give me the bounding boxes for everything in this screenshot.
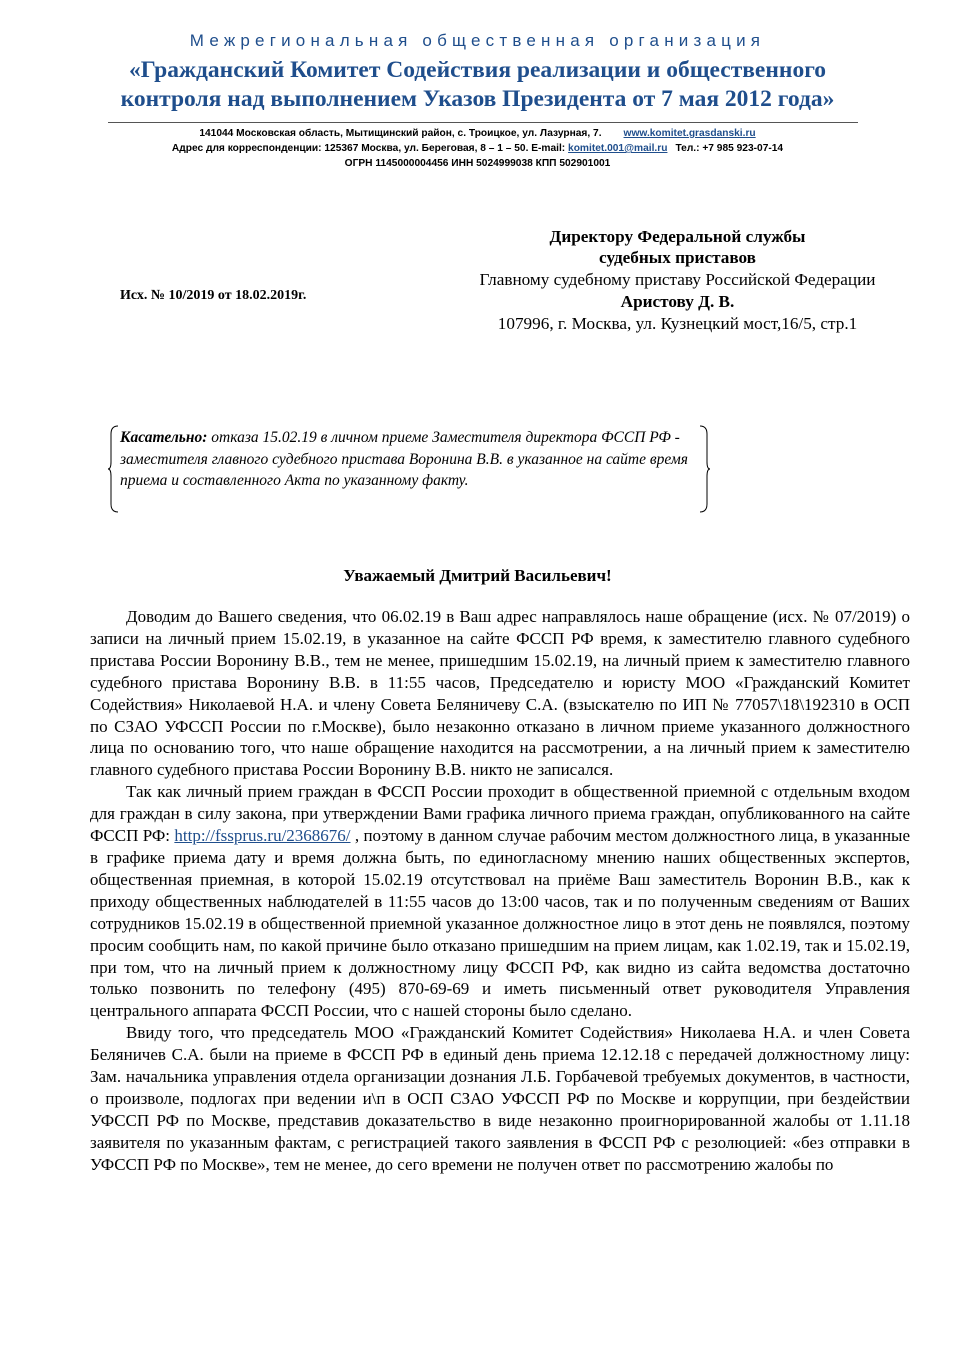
paragraph-2 <box>90 781 910 1022</box>
paragraph-1: Доводим до Вашего сведения, что 06.02.19 в Ваш адрес направлялось наше обращение (исх. № 07/2019) о записи на личный прием 15.02.19, в указанное на сайте ФССП РФ время, к заместителю главного судебного пристава России Воронину В.В., тем не менее, пришедшим 15.02.19, на личный прием к заместителю главного судебного пристава Воронину В.В. в 11:55 часов, Председателю и юристу МОО «Гражданский Комитет Содействия» Николаевой Н.А. и члену Совета Беляничеву С.А. (взыскателю по ИП № 77057\18\192310 в ОСП по СЗАО УФССП России по г.Москве), было незаконно отказано в личном приеме указанного должностного лица по основанию того, что наше обращение находится на рассмотрении, а на личный прием к заместителю главного судебного пристава России Воронину В.В. никто не записался. <box>90 607 910 780</box>
addressee-line3: Главному судебному приставу Российской Федерации <box>479 270 876 289</box>
org-address: 141044 Московская область, Мытищинский район, с. Троицкое, ул. Лазурная, 7. <box>199 128 602 139</box>
subject-content: отказа 15.02.19 в личном приеме Заместителя директора ФССП РФ - заместителя главного судебного пристава Воронина В.В. в указанное на сайте время приема и составленного Акта по указанному факту. <box>120 429 688 489</box>
org-type: Межрегиональная общественная организация <box>189 31 766 50</box>
outgoing-number: Исх. № 10/2019 от 18.02.2019г. <box>120 288 307 303</box>
org-name-line1: «Гражданский Комитет Содействия реализации и общественного <box>128 57 827 83</box>
schedule-link[interactable]: http://fssprus.ru/2368676/ <box>174 826 351 846</box>
addressee-address: 107996, г. Москва, ул. Кузнецкий мост,16/5, стр.1 <box>497 314 858 333</box>
header-divider <box>108 122 858 123</box>
subject-box <box>108 424 710 514</box>
paragraph-2-start: Так как личный прием граждан в ФССП России проходит в общественной приемной с отдельным входом для граждан в силу закона, при утверждении Вами графика личного приема граждан, опубликованного на сайте ФССП РФ: <box>90 782 910 846</box>
email-link[interactable]: komitet.001@mail.ru <box>568 143 668 154</box>
website-link[interactable]: www.komitet.grasdanski.ru <box>623 128 756 139</box>
org-name-line2: контроля над выполнением Указов Президента от 7 мая 2012 года» <box>120 86 835 112</box>
org-address-line <box>0 128 955 139</box>
paragraph-2-end: , поэтому в данном случае рабочим местом должностного лица, в указанные в графике приема дату и время должна быть, по единогласному мнению наших общественных экспертов, общественная приемная, в которой 15.02.19 отсутствовал на приёме Ваш заместитель Воронин В.В., как к приходу общественных наблюдателей в 11:55 часов до 13:00 часов, так и по полученным сведениям от Ваших сотрудников 15.02.19 в общественной приемной указанное должностное лицо в этот день не появлялся, поэтому просим сообщить нам, по какой причине было отказано пришедшим на прием лицам, как 1.02.19, так и 15.02.19, при том, что на личный прием к должностному лицу ФССП РФ, как видно из сайта ведомства достаточно только позвонить по телефону (495) 870-69-69 и иметь письменный ответ руководителя Управления центрального аппарата ФССП России, что с нашей стороны было сделано. <box>90 826 911 1021</box>
subject-label: Касательно: <box>120 429 208 446</box>
correspondence-line <box>0 143 955 154</box>
paragraph-3: Ввиду того, что председатель МОО «Гражданский Комитет Содействия» Николаева Н.А. и член Совета Беляничев С.А. были на приеме в ФССП РФ в единый день приема 12.12.18 с передачей должностному лицу: Зам. начальника управления отдела организации дознания Л.Б. Горбачевой требуемых документов, в частности, о произволе, подлогах при ведении и\п в ОСП СЗАО УФССП РФ по Москве и коррупции, при бездействии УФССП РФ по Москве, представив доказательство в виде незаконно проигнорированной жалобы от 1.11.18 заявителя по указанным фактам, с регистрацией такого заявления в ФССП РФ с резолюцией: «без отправки в УФССП РФ по Москве», тем не менее, до сего времени не получен ответ по рассмотрению жалобы по <box>90 1023 910 1174</box>
letter-body <box>90 606 910 1176</box>
addressee-line1: Директору Федеральной службы <box>549 227 806 246</box>
greeting: Уважаемый Дмитрий Васильевич! <box>343 566 612 585</box>
correspondence-address: Адрес для корреспонденции: 125367 Москва, ул. Береговая, 8 – 1 – 50. E-mail: <box>171 143 566 154</box>
subject-text <box>120 427 710 492</box>
addressee-line2: судебных приставов <box>599 248 756 267</box>
addressee-name: Аристову Д. В. <box>620 292 735 311</box>
phone: Тел.: +7 985 923-07-14 <box>675 143 784 154</box>
registration-line: ОГРН 1145000004456 ИНН 5024999038 КПП 502901001 <box>344 158 611 169</box>
